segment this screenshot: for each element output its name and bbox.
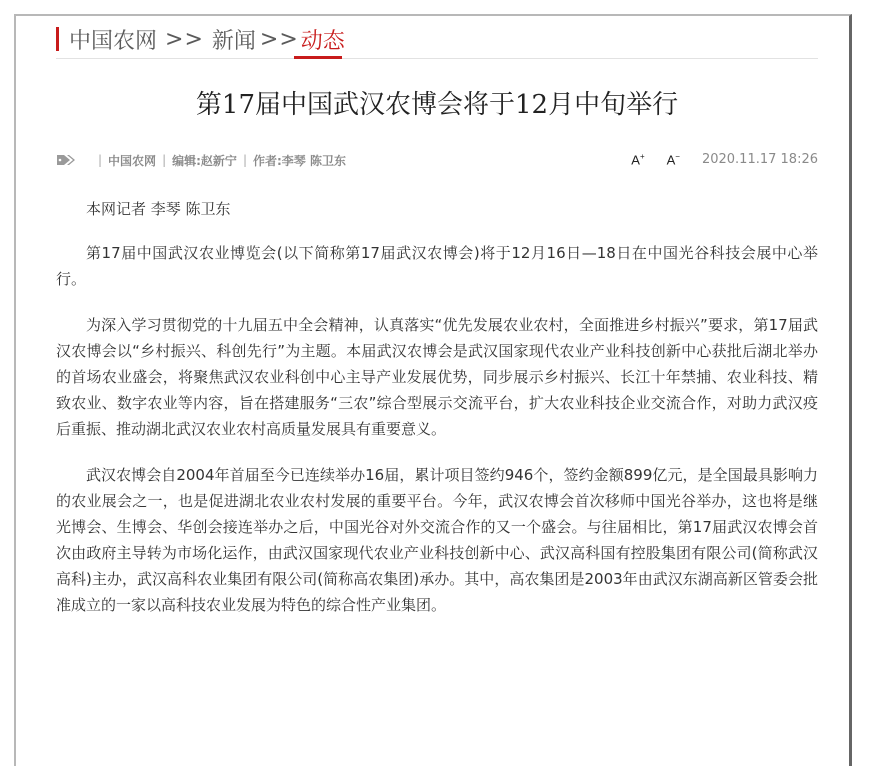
article-title: 第17届中国武汉农博会将于12月中旬举行 — [195, 90, 679, 120]
breadcrumb-current-link[interactable]: 动态 — [300, 28, 345, 54]
font-increase-button[interactable] — [631, 152, 644, 167]
article-byline: 本网记者 李琴 陈卫东 — [86, 200, 231, 218]
meta-divider: | — [98, 153, 103, 167]
breadcrumb — [56, 20, 345, 58]
editor-name: 赵新宁 — [200, 153, 237, 168]
font-increase-label: A — [631, 152, 640, 168]
article-paragraph: 为深入学习贯彻党的十九届五中全会精神，认真落实“优先发展农业农村，全面推进乡村振兴”要求，第17届武汉农博会以“乡村振兴、科创先行”为主题。本届武汉农博会是武汉国家现代农业产业科技创新中心获批后湖北举办的首场农业盛会，将聚焦武汉农业科创中心主导产业发展优势，同步展示乡村振兴、长江十年禁捕、农业科技、精致农业、数字农业等内容，旨在搭建服务“三农”综合型展示交流平台，扩大农业科技企业交流合作，对助力武汉疫后重振、推动湖北武汉农业农村高质量发展具有重要意义。 — [56, 316, 818, 438]
breadcrumb-separator: >> — [259, 26, 299, 52]
meta-divider: | — [242, 153, 247, 167]
breadcrumb-section-link[interactable]: 新闻 — [211, 28, 256, 54]
breadcrumb-active-underline — [294, 56, 342, 59]
article-paragraph: 武汉农博会自2004年首届至今已连续举办16届，累计项目签约946个，签约金额899亿元，是全国最具影响力的农业展会之一，也是促进湖北农业农村发展的重要平台。今年，武汉农博会首次移师中国光谷举办，这也将是继光博会、生博会、华创会接连举办之后，中国光谷对外交流合作的又一个盛会。与往届相比，第17届武汉农博会首次由政府主导转为市场化运作，由武汉国家现代农业产业科技创新中心、武汉高科国有控股集团有限公司(简称武汉高科)主办，武汉高科农业集团有限公司(简称高农集团)承办。其中，高农集团是2003年由武汉东湖高新区管委会批准成立的一家以高科技农业发展为特色的综合性产业集团。 — [56, 466, 818, 614]
article-body — [56, 196, 818, 638]
publish-date: 2020.11.17 18:26 — [701, 152, 818, 168]
page-frame — [14, 14, 852, 766]
breadcrumb-divider — [56, 58, 818, 59]
author-names: 李琴 陈卫东 — [281, 153, 346, 168]
article-meta — [56, 150, 818, 170]
font-decrease-button[interactable] — [667, 152, 680, 167]
article-paragraph: 第17届中国武汉农业博览会(以下简称第17届武汉农博会)将于12月16日—18日在中国光谷科技会展中心举行。 — [56, 244, 818, 288]
meta-tools — [631, 152, 818, 167]
font-decrease-label: A — [666, 152, 676, 168]
minus-icon: − — [675, 152, 680, 162]
article-source: 中国农网 — [108, 153, 157, 168]
breadcrumb-site-link[interactable]: 中国农网 — [69, 28, 158, 54]
editor-label: 编辑: — [172, 153, 201, 168]
plus-icon: + — [639, 152, 645, 162]
breadcrumb-accent-bar — [56, 27, 59, 51]
meta-divider: | — [162, 153, 167, 167]
tag-icon — [56, 153, 78, 167]
author-label: 作者: — [252, 153, 282, 168]
breadcrumb-separator: >> — [165, 26, 204, 52]
